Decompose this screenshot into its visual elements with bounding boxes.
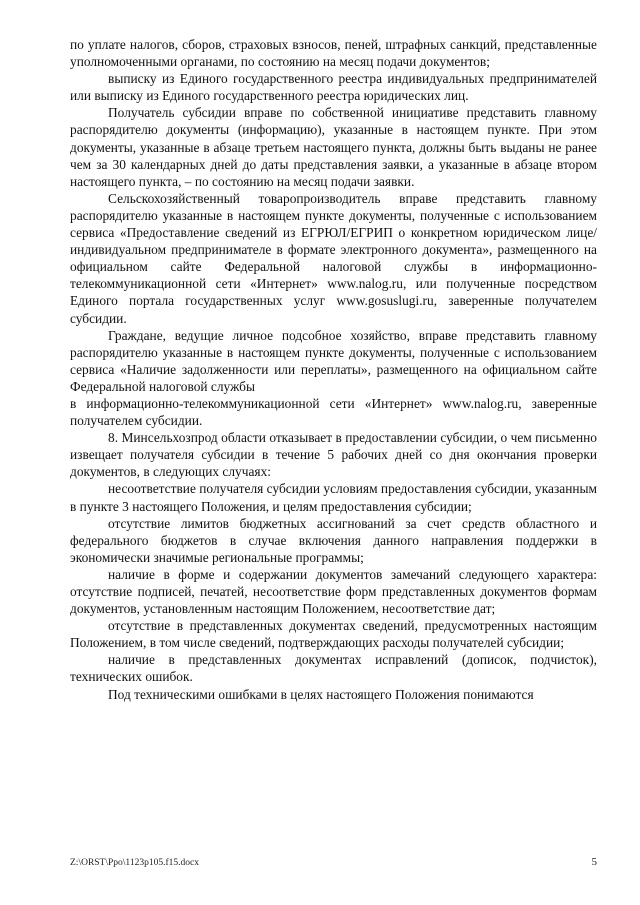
paragraph-11: отсутствие в представленных документах сведений, предусмотренных настоящим Положением, в том числе сведений, подтверждающих расходы получателей субсидии; <box>70 618 597 651</box>
paragraph-3: Получатель субсидии вправе по собственной инициативе представить главному распорядителю документы (информацию), указанные в настоящем пункте. При этом документы, указанные в абзаце третьем настоящего пункта, должны быть выданы не ранее чем за 30 календарных дней до даты представления заявки, а указанные в абзаце втором настоящего пункта, – по состоянию на месяц подачи заявки. <box>70 105 597 189</box>
footer-file-path: Z:\ORST\Ppo\1123p105.f15.docx <box>70 858 199 868</box>
paragraph-5: Граждане, ведущие личное подсобное хозяйство, вправе представить главному распорядителю указанные в настоящем пункте документы, полученные с использованием сервиса «Наличие задолженности или переплаты», размещенного на официальном сайте Федеральной налоговой службы <box>70 327 597 394</box>
footer-page-number: 5 <box>591 856 597 868</box>
paragraph-10: наличие в форме и содержании документов замечаний следующего характера: отсутствие подписей, печатей, несоответствие форм представленных документов формам документов, установленным настоящим Положением, несоответствие дат; <box>70 566 597 617</box>
paragraph-1: по уплате налогов, сборов, страховых взносов, пеней, штрафных санкций, представленные уполномоченными органами, по состоянию на месяц подачи документов; <box>70 37 597 70</box>
paragraph-9: отсутствие лимитов бюджетных ассигнований за счет средств областного и федерального бюджетов в случае включения данного направления поддержки в экономически значимые региональные программы; <box>70 515 597 565</box>
paragraph-12: наличие в представленных документах исправлений (дописок, подчисток), технических ошибок. <box>70 652 597 685</box>
paragraph-7: 8. Минсельхозпрод области отказывает в предоставлении субсидии, о чем письменно извещает получателя субсидии в течение 5 рабочих дней со дня окончания проверки документов, в следующих случаях: <box>70 430 597 480</box>
paragraph-13: Под техническими ошибками в целях настоящего Положения понимаются <box>108 686 534 702</box>
document-body <box>70 36 597 703</box>
paragraph-4: Сельскохозяйственный товаропроизводитель вправе представить главному распорядителю указанные в настоящем пункте документы, полученные с использованием сервиса «Предоставление сведений из ЕГРЮЛ/ЕГРИП о конкретном юридическом лице/индивидуальном предпринимателе в формате электронного документа», размещенного на официальном сайте Федеральной налоговой службы в информационно-телекоммуникационной сети «Интернет» www.nalog.ru, или полученные посредством Единого портала государственных услуг www.gosuslugi.ru, заверенные получателем субсидии. <box>70 190 597 326</box>
paragraph-6: в информационно-телекоммуникационной сети «Интернет» www.nalog.ru, заверенные получателем субсидии. <box>70 395 597 429</box>
paragraph-8: несоответствие получателя субсидии условиям предоставления субсидии, указанным в пункте 3 настоящего Положения, и целям предоставления субсидии; <box>70 481 597 514</box>
paragraph-2: выписку из Единого государственного реестра индивидуальных предпринимателей или выписку из Единого государственного реестра юридических лиц. <box>70 71 597 104</box>
